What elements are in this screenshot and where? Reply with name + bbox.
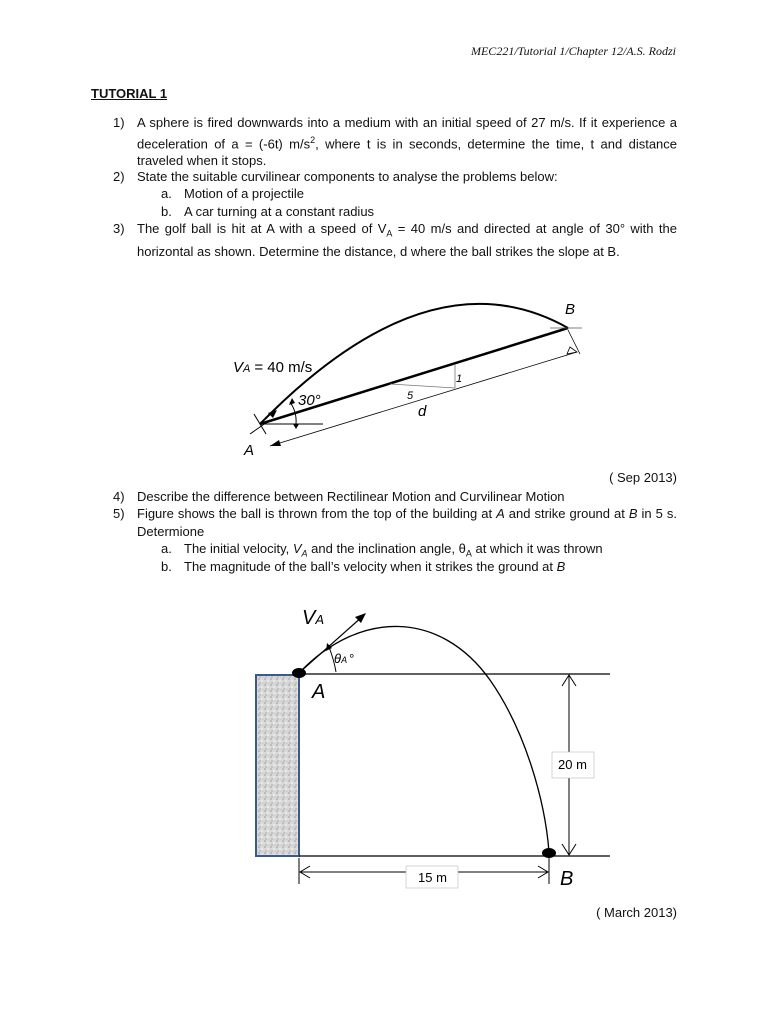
figure-1-source: ( Sep 2013) <box>609 470 677 485</box>
point-b-label: B <box>565 301 576 318</box>
distance-label: d <box>418 403 427 420</box>
question-5 <box>113 505 677 540</box>
question-3 <box>113 220 677 261</box>
page-title: TUTORIAL 1 <box>91 86 168 101</box>
height-label: 20 m <box>558 757 587 772</box>
question-2-sub-b: b. A car turning at a constant radius <box>161 204 375 219</box>
slope-line <box>260 328 568 424</box>
question-number: 2) <box>113 169 125 184</box>
ball-a <box>292 668 306 678</box>
question-2 <box>113 168 677 186</box>
question-text: State the suitable curvilinear components to analyse the problems below: <box>137 169 558 184</box>
ball-b <box>542 848 556 858</box>
page-header: MEC221/Tutorial 1/Chapter 12/A.S. Rodzi <box>470 44 676 58</box>
figure-2-source: ( March 2013) <box>596 905 677 920</box>
question-2-sub-a: a. Motion of a projectile <box>161 186 304 201</box>
angle-label: 30° <box>298 392 321 409</box>
point-a-label: A <box>244 442 255 459</box>
slope-rise-label: 1 <box>456 373 463 385</box>
question-text: Describe the difference between Rectilinear Motion and Curvilinear Motion <box>137 489 565 504</box>
theta-label: θA ° <box>334 651 355 666</box>
building <box>256 675 299 856</box>
question-number: 1) <box>113 115 125 130</box>
figure-building-projectile <box>240 595 620 895</box>
width-label: 15 m <box>418 870 447 885</box>
question-5-sub-a: a. The initial velocity, $V_A$ and the inclination angle, $\theta_A$ at which it was thrown <box>161 541 603 559</box>
question-number: 3) <box>113 221 125 236</box>
question-5-sub-b: b. The magnitude of the ball’s velocity when it strikes the ground at B <box>161 559 566 574</box>
point-a-label: A <box>312 681 326 703</box>
slope-run-label: 5 <box>407 390 414 402</box>
figure-golf-slope <box>220 295 600 465</box>
velocity-label: VA = 40 m/s <box>233 359 313 376</box>
point-b-label: B <box>560 868 574 890</box>
question-number: 4) <box>113 489 125 504</box>
velocity-label: VA <box>302 607 325 629</box>
question-text: The golf ball is hit at A with a speed of $V_A = 40$ m/s and directed at angle of 30° with the horizontal as shown. Determine the distance, d where the ball strikes the slope at B. <box>137 221 677 260</box>
question-text: A sphere is fired downwards into a medium with an initial speed of 27 m/s. If it experience a deceleration of a = (-6t) $m/s^2$, where t is in seconds, determine the time, t and distance traveled when it stops. <box>137 115 678 169</box>
question-4 <box>113 488 677 506</box>
question-number: 5) <box>113 506 125 521</box>
question-1 <box>113 114 677 170</box>
question-text: Figure shows the ball is thrown from the top of the building at A and strike ground at B in 5 s. Determione <box>137 506 677 539</box>
